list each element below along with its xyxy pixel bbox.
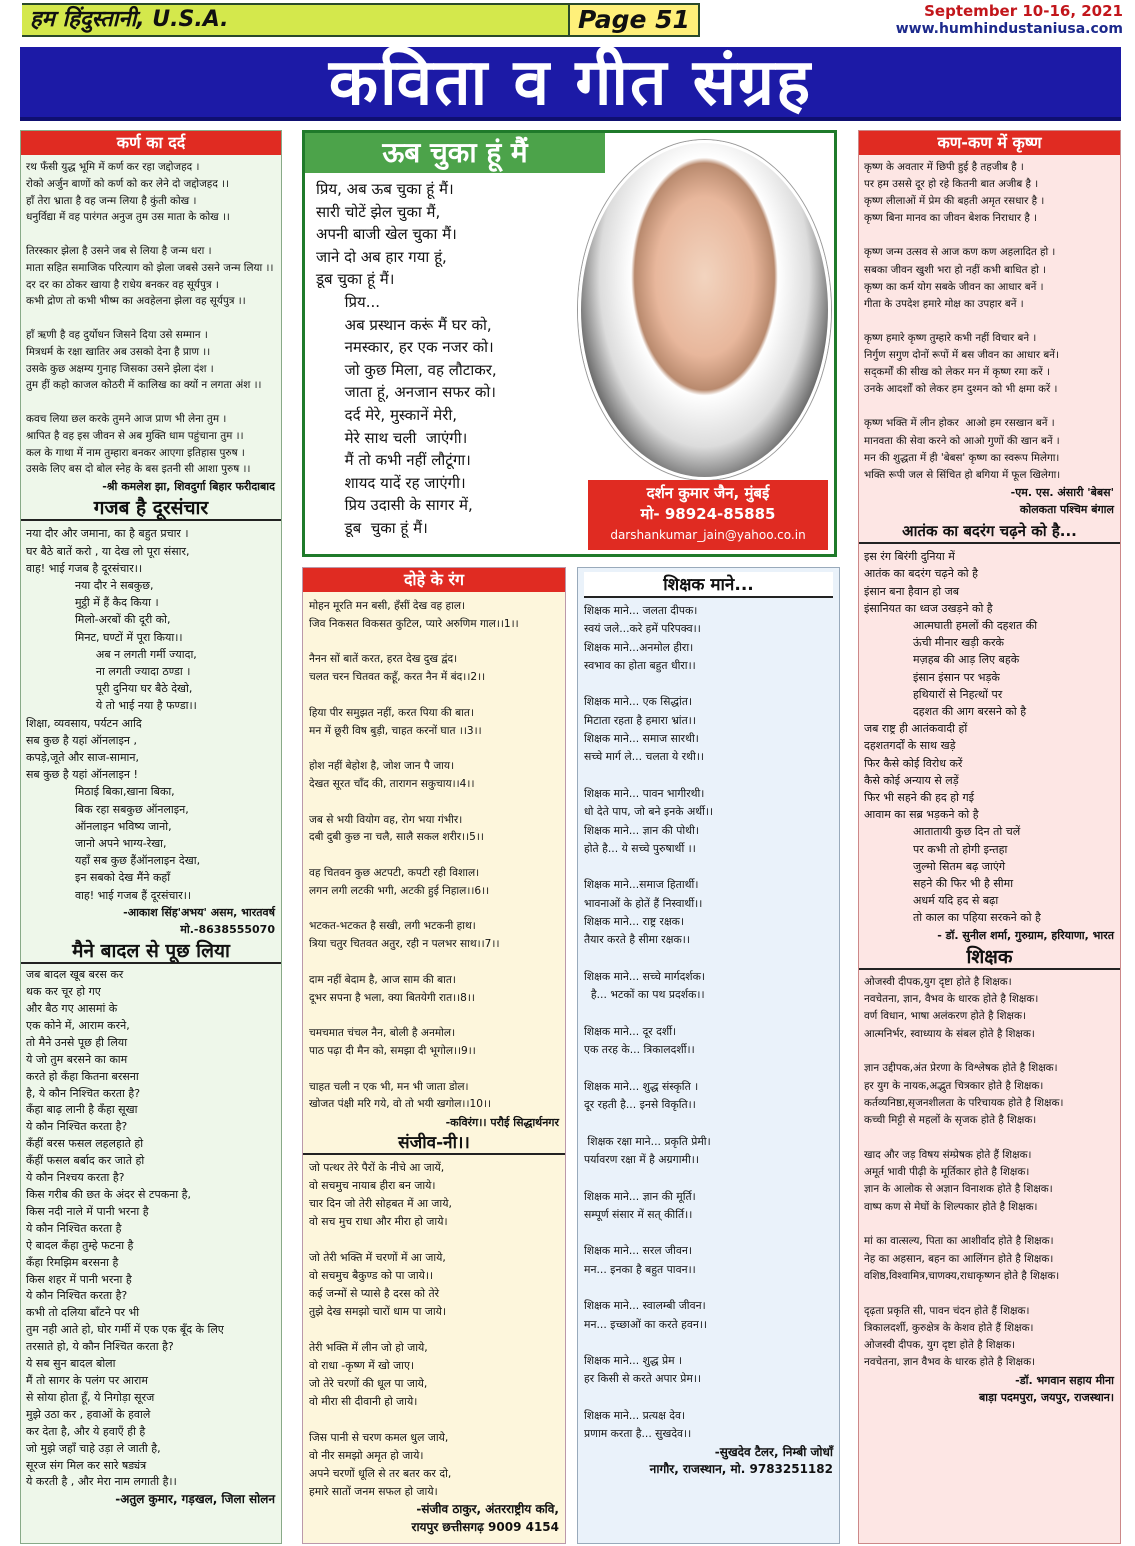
poem-title-badal: मैने बादल से पूछ लिया [21,938,281,964]
poem-line: कँहीं बरस फसल लहलहाते हो [26,1137,144,1151]
poem-title-dohe: दोहे के रंग [303,568,565,592]
poem-author-sanjeev: -संजीव ठाकुर, अंतरराष्ट्रीय कवि, [416,1502,559,1517]
poem-line: मज़हब की आड़ लिए बहके [864,653,1020,667]
poem-line: उनके आदर्शों को लेकर हम दुश्मन को भी क्षमा करें । [864,383,1058,396]
poem-body-shikshak-mane [578,598,839,1444]
poem-line: स्वभाव का होता बहुत धीरा।। [584,658,696,672]
poem-body-doorsanchar [21,521,281,903]
poem-author-karna: -श्री कमलेश झा, शिवदुर्गा बिहार फरीदाबाद [102,480,275,494]
poem-line: हिया पीर समुझत नहीं, करत पिया की बात। [309,706,474,719]
poem-line: तिरस्कार झेला है उसने जब से लिया है जन्म धरा । [26,244,212,257]
poem-line: अमूर्त भावी पीढ़ी के मूर्तिकार होते है शिक्षक। [864,1166,1030,1179]
poem-line [584,1114,835,1132]
feature-title: ऊब चुका हूं मैं [305,133,605,173]
poem-line: शिक्षक माने...अनमोल हीरा। [584,640,694,654]
poem-line: कँहीं फसल बर्बाद कर जाते हो [26,1154,145,1168]
poem-line: वाह! भाई गजब हैं दूरसंचार।। [26,888,192,902]
poem-line: किस गरीब की छत के अंदर से टपकना है, [26,1188,191,1201]
poem-line: थक कर चूर हो गए [26,985,101,999]
poem-line [584,1169,835,1187]
poem-phone-doorsanchar: मो.-8638555070 [180,923,275,937]
poem-line: एक तरह के... त्रिकालदर्शी।। [584,1043,695,1057]
poem-line: जाने दो अब हार गया हूं, [316,247,447,266]
poem-line: कर्तव्यनिष्ठा,सृजनशीलता के परिचायक होते है शिक्षक। [864,1096,1064,1109]
issue-date: September 10-16, 2021 [924,2,1123,20]
poem-line: मेरे साथ चली जाएंगी। [316,428,468,447]
poem-line: निर्गुण सगुण दोनों रूपों में बस जीवन का आधार बनें। [864,349,1059,362]
poem-line: तैयार करते है सीमा रक्षक।। [584,933,690,947]
poem-line: जो कुछ मिला, वह लौटाकर, [316,360,497,379]
poem-line: ऊंची मीनार खड़ी करके [864,636,1004,650]
poem-line: वह चितवन कुछ अटपटी, कपटी रही विशाल। [309,866,480,879]
poem-line: दहशत की आग बरसने को है [864,705,1027,719]
poem-line: तुम हीं कहो काजल कोठरी में कालिख का क्यों न लगता अंश ।। [26,379,262,392]
poem-line: हथियारों से निहत्थों पर [864,687,1003,701]
poem-line: खोजत पंक्षी मरि गये, वो तो भयी खगोल।।10।। [309,1098,491,1111]
poem-line: दूर रहती है... इनसे विकृति।। [584,1098,696,1112]
poem-title-doorsanchar: गजब है दूरसंचार [21,495,281,521]
poem-line [309,901,561,919]
poem-line: कर देता है, और ये हवाएँ ही है [26,1424,146,1438]
author-photo [578,140,831,480]
poem-line: खाद और जड़ विषय संम्प्रेषक होते हैं शिक्षक। [864,1148,1032,1161]
poem-line: शिक्षक माने... सच्चे मार्गदर्शक। [584,969,706,983]
poem-line: शायद यादें रह जाएंगी। [316,473,466,492]
poem-body-shikshak [859,970,1120,1372]
poem-line: अपनी बाजी खेल चुका मैं। [316,225,457,244]
poem-line: कृष्ण जन्म उत्सव से आज कण कण अहलादित हो । [864,246,1056,259]
poem-line: डूब चुका हूं मैं। [316,270,395,289]
poem-line: किस नदी नाले में पानी भरना है [26,1204,149,1218]
poem-line: माता सहित समाजिक परित्याग को झेला जबसे उसने जन्म लिया ।। [26,261,274,274]
poem-line: आवाम का सब्र भड़कने को है [864,808,979,822]
poem-line: एक कोने में, आराम करने, [26,1018,130,1032]
poem-line: यहाँ सब कुछ हैंऑनलाइन देखा, [26,854,201,868]
poem-line: अब न लगती गर्मी ज्यादा, [26,647,197,661]
poem-line: नवचेतना, ज्ञान, वैभव के धारक होते है शिक्षक। [864,993,1039,1006]
poem-line: कभी द्रोण तो कभी भीष्म का अवहेलना झेला वह सूर्यपुत्र ।। [26,295,246,308]
poem-line: वर्ण विधान, भाषा अलंकरण होते है शिक्षक। [864,1010,1026,1023]
poem-body-dohe [303,592,565,1114]
poem-line: आत्मनिर्भर, स्वाध्याय के संबल होते है शिक्षक। [864,1027,1035,1040]
poem-line: शिक्षक माने... शुद्ध प्रेम । [584,1354,683,1368]
poem-line: और बैठ गए आसमां के [26,1002,118,1016]
poem-line: प्रिय... [316,292,381,311]
poem-line: गीता के उपदेश हमारे मोक्ष का उपहार बनें । [864,297,1024,310]
poem-line: मन... इनका है बहुत पावन।। [584,1262,696,1276]
poem-line: त्रिया चतुर चितवत अतुर, रही न पलभर साथ।।7।। [309,938,500,951]
poem-line: शिक्षक माने... ज्ञान की मूर्ति। [584,1189,696,1203]
poem-line: ये कौन निश्चित करता है? [26,1120,128,1134]
poem-line: सच्चे मार्ग ले... चलता ये रथी।। [584,750,705,764]
right-column [858,130,1121,1544]
poem-address-shikshak: बाड़ा पदमपुरा, जयपुर, राजस्थान। [979,1390,1114,1404]
poem-line [309,1231,561,1249]
poem-body-karna [21,155,281,478]
poem-line: शिक्षक माने... एक सिद्धांत। [584,695,693,709]
poem-line: मिलो-अरबों की दूरी को, [26,613,171,627]
poem-line: सम्पूर्ण संसार में सत् कीर्ति।। [584,1207,693,1221]
poem-line: शिक्षक माने... जलता दीपक। [584,604,698,617]
poem-line: कपड़े,जूते और साज-सामान, [26,750,139,764]
poem-line: है, ये कौन निश्चित करता है? [26,1086,141,1100]
poem-line: नया दौर और जमाना, का है बहुत प्रचार । [26,527,189,541]
poem-line: पर हम उससे दूर हो रहे कितनी बात अजीब है । [864,178,1039,191]
poem-line: शिक्षक माने... समाज सारथी। [584,732,699,746]
poem-line: सबका जीवन खुशी भरा हो नहीं कभी बाधित हो । [864,263,1047,276]
poem-line: तरसाते हो, ये कौन निश्चित करता है? [26,1340,174,1354]
poem-line: जब राष्ट्र ही आतंकवादी हों [864,722,968,736]
poem-line: कृष्ण बिना मानव का जीवन बेशक निराधार है । [864,212,1037,225]
poem-line: चाहत चली न एक भी, मन भी जाता डोल। [309,1080,469,1093]
poem-line: मैं तो सागर के पलंग पर आराम [26,1373,148,1387]
poem-line: से सोया होता हूँ, ये निगोड़ा सूरज [26,1390,155,1404]
poem-line [584,1389,835,1407]
poem-line [309,1321,561,1339]
poem-author-aatank: - डॉ. सुनील शर्मा, गुरुग्राम, हरियाणा, भारत [937,928,1114,942]
poem-line [309,740,561,758]
newspaper-name: हम हिंदुस्तानी, U.S.A. [22,3,570,37]
poem-line: इंसान इंसान पर भड़के [864,670,1000,684]
poem-line [584,675,835,693]
poem-line: अब प्रस्थान करूं मैं घर को, [316,315,492,334]
poem-line: ना लगती ज्यादा ठण्डा । [26,664,191,678]
poem-line: कभी तो दलिया बाँटने पर भी [26,1306,140,1320]
poem-line: होश नहीं बेहोश है, जोश जान पै जाय। [309,760,455,773]
poem-author-badal: -अतुल कुमार, गड़खल, जिला सोलन [115,1492,275,1507]
poem-author-shikshak: -डॉ. भगवान सहाय मीना [1015,1373,1114,1387]
poem-line: ज्ञान के आलोक से अज्ञान विनाशक होते है शिक्षक। [864,1183,1053,1196]
poem-line: रथ फँसी युद्ध भूमि में कर्ण कर रहा जद्दोजहद । [26,161,200,173]
poem-line: नेह का अहसान, बहन का आलिंगन होते है शिक्षक। [864,1252,1054,1265]
poem-line: भावनाओं के होतें हैं निस्वार्थी।। [584,896,703,910]
poem-line: ज्ञान उद्दीपक,अंत प्रेरणा के विश्लेषक होते है शिक्षक। [864,1062,1058,1075]
poem-line: वो सचमुच नायाब हीरा बन जाये। [309,1179,436,1193]
poem-line: पर्यावरण रक्षा में है अग्रगामी।। [584,1152,699,1166]
poem-line: जब बादल खूब बरस कर [26,968,124,982]
poem-line: उसके कुछ अक्षम्य गुनाह जिसका उसने झेला दंश । [26,362,214,375]
poem-line: नैनन सों बातें करत, हरत देख दुख द्वंद। [309,653,458,666]
poem-line: पूरी दुनिया घर बैठे देखो, [26,682,193,696]
poem-line: घर बैठे बातें करो , या देख लो पूरा संसार, [26,544,190,558]
poem-line: दहशतगर्दों के साथ खड़े [864,739,956,753]
poem-line: नवचेतना, ज्ञान वैभव के धारक होते है शिक्षक। [864,1356,1035,1369]
poem-line: वो सचमुच बैकुण्ड को पा जाये।। [309,1269,434,1283]
poem-author-shikshak-mane: -सुखदेव टैलर, निम्बी जोधाँ [714,1444,833,1459]
poem-line: मित्रधर्म के रक्षा खातिर अब उसको देना है प्राण ।। [26,345,211,358]
poem-line: ओजस्वी दीपक, युग दृष्टा होते है शिक्षक। [864,1339,1015,1352]
poem-line: प्रिय, अब ऊब चुका हूं मैं। [316,180,454,198]
poem-line: सूरज संग मिल कर सारे षड्यंत्र [26,1458,147,1472]
feature-email[interactable]: darshankumar_jain@yahoo.co.in [610,528,806,542]
poem-author-dohe: -कविरंग।। परौई सिद्धार्थनगर [445,1116,559,1130]
poem-line: शिक्षक माने... दूर दर्शी। [584,1024,677,1038]
poem-line: शिक्षक माने... शुद्ध संस्कृति । [584,1079,699,1093]
poem-line: ये करती है , और मेरा नाम लगाती है।। [26,1475,177,1489]
poem-line: दाम नहीं बेदाम है, आज साम की बात। [309,973,456,986]
poem-line [864,398,1116,415]
poem-line: इस रंग बिरंगी दुनिया में [864,550,955,564]
poem-line: उसके लिए बस दो बोल स्नेह के बस इतनी सी आशा पुरुष ।। [26,463,251,476]
poem-line [864,227,1116,244]
left-column [20,130,282,1544]
poem-line: पाठ पढ़ा दी मैन को, समझा दी भूगोल।।9।। [309,1044,476,1057]
poem-line: किस शहर में पानी भरना है [26,1272,132,1286]
poem-line: धनुर्विद्या में वह पारंगत अनुज तुम उस माता के कोख ।। [26,211,230,224]
poem-line: कच्ची मिट्टी से महलों के सृजक होते है शिक्षक। [864,1114,1037,1127]
poem-line: ओजस्वी दीपक,युग दृष्टा होते है शिक्षक। [864,975,1012,988]
poem-line: मां का वात्सल्य, पिता का आशीर्वाद होते है शिक्षक। [864,1235,1054,1248]
poem-line: इंसानियत का ध्वज उखड़ने को है [864,601,993,615]
poem-line: ये जो तुम बरसने का काम [26,1052,128,1066]
poem-line: जो मुझे जहाँ चाहे उड़ा ले जाती है, [26,1441,161,1455]
poem-line: कृष्ण लीलाओं में प्रेम की बहती अमृत रसधार है । [864,195,1045,208]
poem-line: कृष्ण हमारे कृष्ण तुम्हारे कभी नहीं विचार बने । [864,331,1037,344]
poem-line: जिस पानी से चरण कमल धुल जाये, [309,1431,449,1445]
poem-line: हर युग के नायक,अद्भुत चित्रकार होते है शिक्षक। [864,1079,1044,1092]
poem-line: दृढ़ता प्रकृति सी, पावन चंदन होते हैं शिक्षक। [864,1304,1030,1317]
poem-line: वाह! भाई गजब है दूरसंचार।। [26,561,143,575]
poem-line: हाँ ऋणी है वह दुर्योधन जिसने दिया उसे सम्मान । [26,328,208,341]
poem-line: प्रिय उदासी के सागर में, [316,496,473,515]
poem-line: कृष्ण के अवतार में छिपी हुई है तहजीब है । [864,161,1024,173]
poem-line: शिक्षक माने... स्वालम्बी जीवन। [584,1299,706,1313]
feature-byline [588,480,828,550]
feature-phone: मो- 98924-85885 [640,505,776,523]
poem-line [584,950,835,968]
poem-line: तुझे देख समझो चारों धाम पा जाये। [309,1305,447,1319]
poem-line: नया दौर ने सबकुछ, [26,578,154,592]
poem-line: वो मीरा सी दीवानी हो जाये। [309,1395,418,1409]
poem-address-shikshak-mane: नागौर, राजस्थान, मो. 9783251182 [649,1461,833,1476]
poem-line [584,1005,835,1023]
poem-line: कैसे कोई अन्याय से लड़ें [864,773,959,787]
poem-line: फिर कैसे कोई विरोध करें [864,756,963,770]
poem-line: सद्कर्मों की सीख को लेकर मन में कृष्ण रमा करें । [864,366,1050,379]
poem-line [309,794,561,812]
poem-line: नमस्कार, हर एक नजर को। [316,338,494,357]
feature-poem-body [316,178,576,540]
poem-line: जो पत्थर तेरे पैरों के नीचे आ जायें, [309,1161,445,1175]
poem-line: ये तो भाई नया है फण्डा।। [26,699,197,713]
poem-line: तो मैने उनसे पूछ ही लिया [26,1035,128,1049]
poem-line: मैं तो कभी नहीं लौटूंगा। [316,451,471,470]
poem-line [309,1007,561,1025]
poem-line: सहने की फिर भी है सीमा [864,877,1014,891]
poem-line: डूब चुका हूं मैं। [316,518,428,537]
poem-line: इंसान बना हैवान हो जब [864,584,960,598]
poem-line [26,310,277,327]
poem-line: आत्मघाती हमलों की दहशत की [864,619,1038,632]
poem-line: दर दर का ठोकर खाया है राधेय बनकर वह सूर्यपुत्र । [26,278,219,291]
poem-line: मन में छूरी विष बुड़ी, चाहत करनों घात ।।3।। [309,724,482,737]
poem-line [864,1043,1116,1060]
poem-line [309,1061,561,1079]
poem-line: वशिष्ठ,विश्वामित्र,चाणक्य,राधाकृष्णन होते है शिक्षक। [864,1269,1060,1282]
poem-title-sanjeev: संजीव-नी।। [303,1131,565,1155]
poem-line: देखत सूरत चाँद की, तारागन सकुचाय।।4।। [309,777,475,790]
poem-line: मिठाई बिका,खाना बिका, [26,785,175,799]
poem-line: चलत चरन चितवत कहूँ, करत नैन में बंद।।2।। [309,671,486,684]
poem-line: वो नीर समझो अमृत हो जाये। [309,1449,424,1463]
poem-line: फिर भी सहने की हद हो गई [864,791,975,805]
poem-line: दबी दुबी कुछ ना चलै, सालै सकल शरीर।।5।। [309,831,484,844]
poem-title-shikshak-mane: शिक्षक माने... [584,572,833,598]
poem-line: बिक रहा सबकुछ ऑनलाइन, [26,802,189,816]
poem-line: ऐ बादल कँहा तुम्हे फटना है [26,1238,134,1252]
shikshak-mane-column [577,567,840,1544]
poem-line: मन की शुद्धता में ही 'बेबस' कृष्ण का स्वरूप मिलेगा। [864,451,1060,464]
poem-line: ये कौन निश्चित करता है? [26,1289,128,1303]
poem-line [26,394,277,411]
poem-body-sanjeev [303,1155,565,1501]
poem-address-krishna: कोलकता पश्चिम बंगाल [1019,502,1114,516]
poem-line: मुझे उठा कर , हवाओं के हवाले [26,1407,151,1421]
poem-line: ये कौन निश्चित करता है [26,1221,122,1235]
poem-line: आतंक का बदरंग चढ़ने को है [864,567,978,581]
poem-line: मोहन मूरति मन बसी, हँसीं देख वह हाल। [309,600,466,612]
poem-line: शिक्षक माने...समाज हितार्थी। [584,878,699,892]
poem-line: तो काल का पहिया सरकने को है [864,911,1041,925]
poem-line: मिटाता रहता है हमारा भ्रांत।। [584,713,696,727]
poem-line: लगन लगी लटकी भगी, अटकी हुई निहाल।।6।। [309,884,490,897]
poem-line: श्रापित है वह इस जीवन से अब मुक्ति धाम पहुंचाना तुम ।। [26,429,244,442]
poem-author-doorsanchar: -आकाश सिंह'अभय' असम, भारतवर्ष [123,905,275,919]
poem-line: वो सच मुच राधा और मीरा हो जाये। [309,1215,448,1229]
poem-line: अधर्म यदि हद से बढ़ा [864,894,999,908]
poem-line: कल के गाथा में नाम तुम्हारा बनकर आएगा इतिहास पुरुष । [26,446,245,459]
poem-line: जब से भयी वियोग वह, रोग भया गंभीर। [309,813,463,826]
poem-title-shikshak: शिक्षक [859,944,1120,970]
poem-line: तुम नही आते हो, घोर गर्मी में एक एक बूँद के लिए [26,1323,224,1337]
poem-line: वो राधा -कृष्ण में खो जाए। [309,1359,415,1373]
poem-line: होते है... ये सच्चे पुरुषार्थी ।। [584,841,696,855]
poem-line [26,226,277,243]
poem-line: धो देते पाप, जो बने इनके अर्थी।। [584,805,714,819]
poem-line [309,847,561,865]
poem-line: मन... इच्छाओं का करते हवन।। [584,1317,708,1331]
poem-title-krishna: कण-कण में कृष्ण [859,131,1120,155]
poem-line: शिक्षा, व्यवसाय, पर्यटन आदि [26,716,142,730]
poem-line: अपने चरणों धूलि से तर बतर कर दो, [309,1467,452,1481]
poem-line [864,1285,1116,1302]
poem-line: शिक्षक माने... ज्ञान की पोथी। [584,823,699,837]
page-number: Page 51 [568,3,700,37]
poem-line: आतातायी कुछ दिन तो चलें [864,825,1021,839]
poem-line: त्रिकालदर्शी, कुरुक्षेत्र के केशव होते हैं शिक्षक। [864,1321,1034,1334]
poem-line: सारी चोटें झेल चुका मैं, [316,202,441,221]
poem-line: कई जन्मों से प्यासे है दरस को तेरे [309,1287,440,1301]
poem-line: भक्ति रूपी जल से सिंचित हो बगिया में फूल खिलेगा। [864,468,1061,481]
poem-line: कृष्ण का कर्म योग सबके जीवन का आधार बनें । [864,280,1044,293]
dohe-column [302,567,566,1544]
poem-line [864,1216,1116,1233]
poem-line: ये कौन निश्चय करता है? [26,1171,125,1185]
poem-line [584,1059,835,1077]
poem-line: पर कभी तो होगी इन्तहा [864,842,1008,856]
poem-address-sanjeev: रायपुर छत्तीसगढ़ 9009 4154 [411,1519,559,1534]
poem-line: स्वयं जले...करे हमें परिपक्व।। [584,622,701,636]
poem-line: हमारे सातों जनम सफल हो जाये। [309,1485,438,1499]
poem-line: सब कुछ है यहां ऑनलाइन , [26,733,137,747]
poem-line [584,1334,835,1352]
poem-line: करते हो कँहा कितना बरसना [26,1069,139,1083]
poem-line: शिक्षक माने... राष्ट्र रक्षक। [584,915,685,929]
poem-line: दूभर सपना है भला, क्या बितयेगी रात।।8।। [309,991,475,1004]
poem-line: हर किसी से करते अपार प्रेम।। [584,1372,702,1386]
poem-line [584,1279,835,1297]
poem-line: कँहा रिमझिम बरसना है [26,1255,119,1269]
poem-line [864,313,1116,330]
poem-line: तेरी भक्ति में लीन जो हो जाये, [309,1341,428,1355]
poem-line: जो तेरे चरणों की धूल पा जाये, [309,1377,428,1391]
poem-line [309,1411,561,1429]
poem-line: शिक्षक माने... प्रत्यक्ष देव। [584,1409,686,1423]
website-link[interactable]: www.humhindustaniusa.com [895,21,1123,37]
poem-title-karna: कर्ण का दर्द [21,131,281,155]
poem-line: मानवता की सेवा करने को आओ गुणों की खान बनें । [864,434,1060,447]
poem-body-badal [21,964,281,1491]
section-banner: कविता व गीत संग्रह [20,47,1121,121]
poem-line: इन सबको देख मैंने कहाँ [26,871,171,885]
poem-line: रोको अर्जुन बाणों को कर्ण को कर लेने दो जद्दोजहद ।। [26,177,230,190]
poem-line: चमचमात चंचल नैन, बोली है अनमोल। [309,1027,456,1040]
poem-line: मिनट, घण्टों में पूरा किया।। [26,630,183,644]
poem-line: सब कुछ है यहां ऑनलाइन ! [26,768,138,782]
poem-body-aatank [859,544,1120,926]
poem-line [584,1224,835,1242]
poem-line: चार दिन जो तेरी सोहबत में आ जाये, [309,1197,452,1211]
poem-line: जिव निकसत विकसत कुटिल, प्यारे अरुणिम गाल।।1।। [309,617,519,630]
poem-line: कँहा बाढ़ लानी है कँहा सूखा [26,1103,138,1117]
poem-line: दर्द मेरे, मुस्कानें मेरी, [316,405,458,424]
poem-line [309,687,561,705]
poem-author-krishna: -एम. एस. अंसारी 'बेबस' [1010,485,1114,499]
poem-line: कृष्ण भक्ति में लीन होकर आओ हम रसखान बनें । [864,417,1055,430]
poem-line: शिक्षक माने... सरल जीवन। [584,1244,692,1258]
poem-line: भटकत-भटकत है सखी, लगी भटकनी हाथ। [309,920,476,933]
poem-line [864,1130,1116,1147]
poem-line: जो तेरी भक्ति में चरणों में आ जाये, [309,1251,446,1265]
poem-title-aatank: आतंक का बदरंग चढ़ने को है... [859,518,1120,544]
feature-author: दर्शन कुमार जैन, मुंबई [646,484,770,502]
poem-line: जानो अपने भाग्य-रेखा, [26,837,167,850]
poem-line: शिक्षक रक्षा माने... प्रकृति प्रेमी। [584,1134,711,1148]
poem-line: शिक्षक माने... पावन भागीरथी। [584,786,705,800]
poem-line: ये सब सुन बादल बोला [26,1357,116,1371]
poem-line [309,954,561,972]
poem-line: जाता हूं, अनजान सफर को। [316,383,496,402]
poem-line [309,634,561,652]
poem-line: कवच लिया छल करके तुमने आज प्राण भी लेना तुम । [26,412,227,425]
poem-line [584,767,835,785]
poem-line: हाँ तेरा भ्राता है वह जन्म लिया है कुंती कोख । [26,194,197,207]
poem-line [584,858,835,876]
poem-line: मुट्ठी में हैं कैद किया । [26,596,159,610]
poem-line: प्रणाम करता है... सुखदेव।। [584,1427,692,1441]
poem-line: वाष्प कण से मेघों के शिल्पकार होते है शिक्षक। [864,1200,1038,1213]
poem-line: है... भटकों का पथ प्रदर्शक।। [584,988,705,1002]
poem-body-krishna [859,155,1120,484]
poem-line: जुल्मो सितम बढ़ जाएंगे [864,859,1006,873]
poem-line: ऑनलाइन भविष्य जानो, [26,819,172,833]
